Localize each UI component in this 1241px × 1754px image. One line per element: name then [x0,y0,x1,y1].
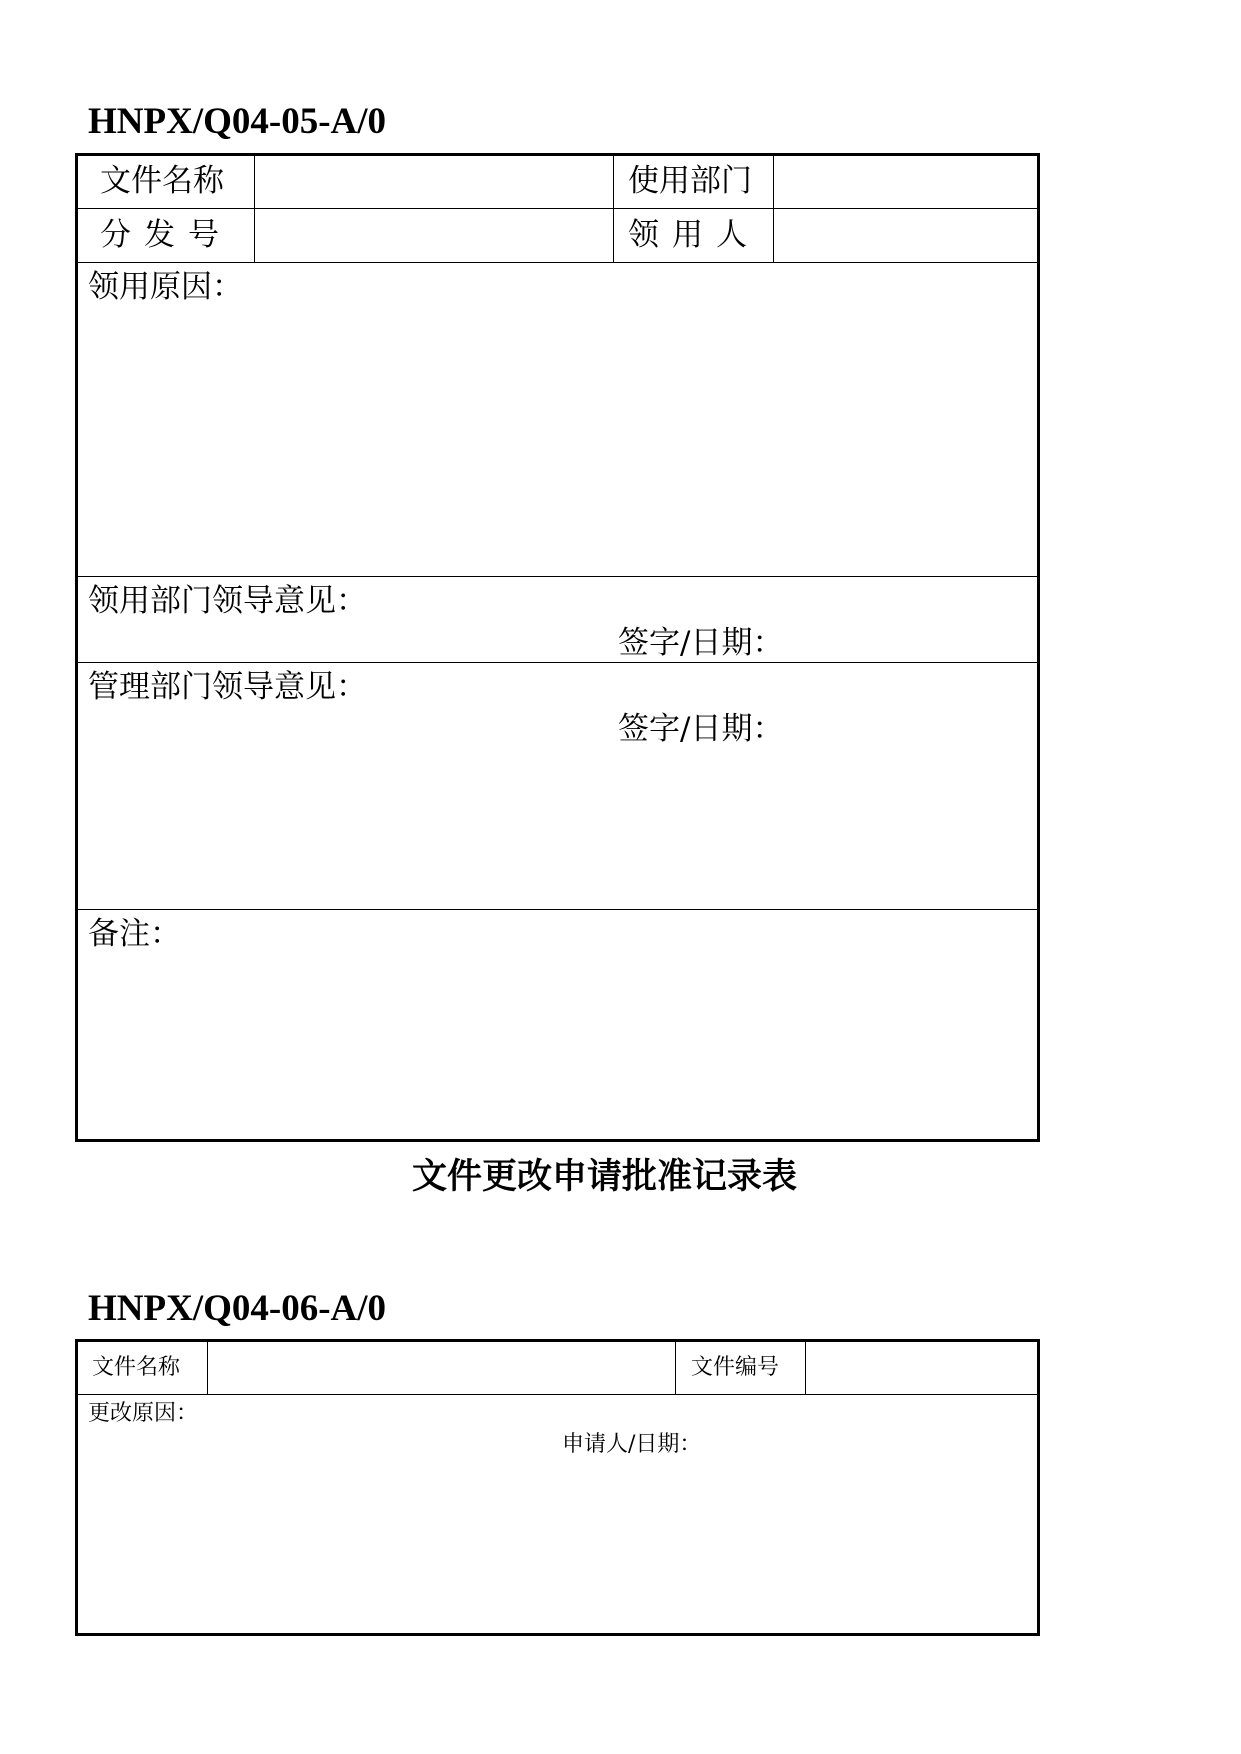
column-divider [254,155,255,263]
change-reason-label: 更改原因： [88,1401,199,1426]
using-dept-opinion-label: 领用部门领导意见： [88,583,367,619]
file-name-field[interactable] [215,1352,667,1384]
file-name-label: 文件名称 [100,163,224,199]
file-no-field[interactable] [813,1352,1031,1384]
applicant-date-label: 申请人/日期： [562,1432,702,1457]
row-divider [76,576,1039,577]
row-divider [76,909,1039,910]
remarks-label: 备注： [88,916,181,952]
column-divider [773,155,774,263]
recipient-field[interactable] [781,220,1031,254]
column-divider [675,1341,676,1395]
row-divider [76,1394,1039,1395]
signature-date-label: 签字/日期： [618,625,784,661]
form-code: HNPX/Q04-05-A/0 [88,101,387,142]
row-divider [76,262,1039,263]
signature-date-label: 签字/日期： [618,711,784,747]
distribution-no-field[interactable] [262,220,607,254]
row-divider [76,208,1039,209]
form-code: HNPX/Q04-06-A/0 [88,1288,387,1329]
recipient-label: 领用人 [628,217,760,253]
file-no-label: 文件编号 [691,1355,780,1380]
file-name-field[interactable] [262,166,607,200]
form-title: 文件更改申请批准记录表 [412,1157,798,1197]
distribution-no-label: 分发号 [100,217,232,253]
row-divider [76,662,1039,663]
reason-label: 领用原因： [88,269,243,305]
dept-label: 使用部门 [628,163,752,199]
file-name-label: 文件名称 [92,1355,181,1380]
column-divider [805,1341,806,1395]
mgmt-dept-opinion-label: 管理部门领导意见： [88,669,367,705]
column-divider [613,155,614,263]
dept-field[interactable] [781,166,1031,200]
column-divider [207,1341,208,1395]
